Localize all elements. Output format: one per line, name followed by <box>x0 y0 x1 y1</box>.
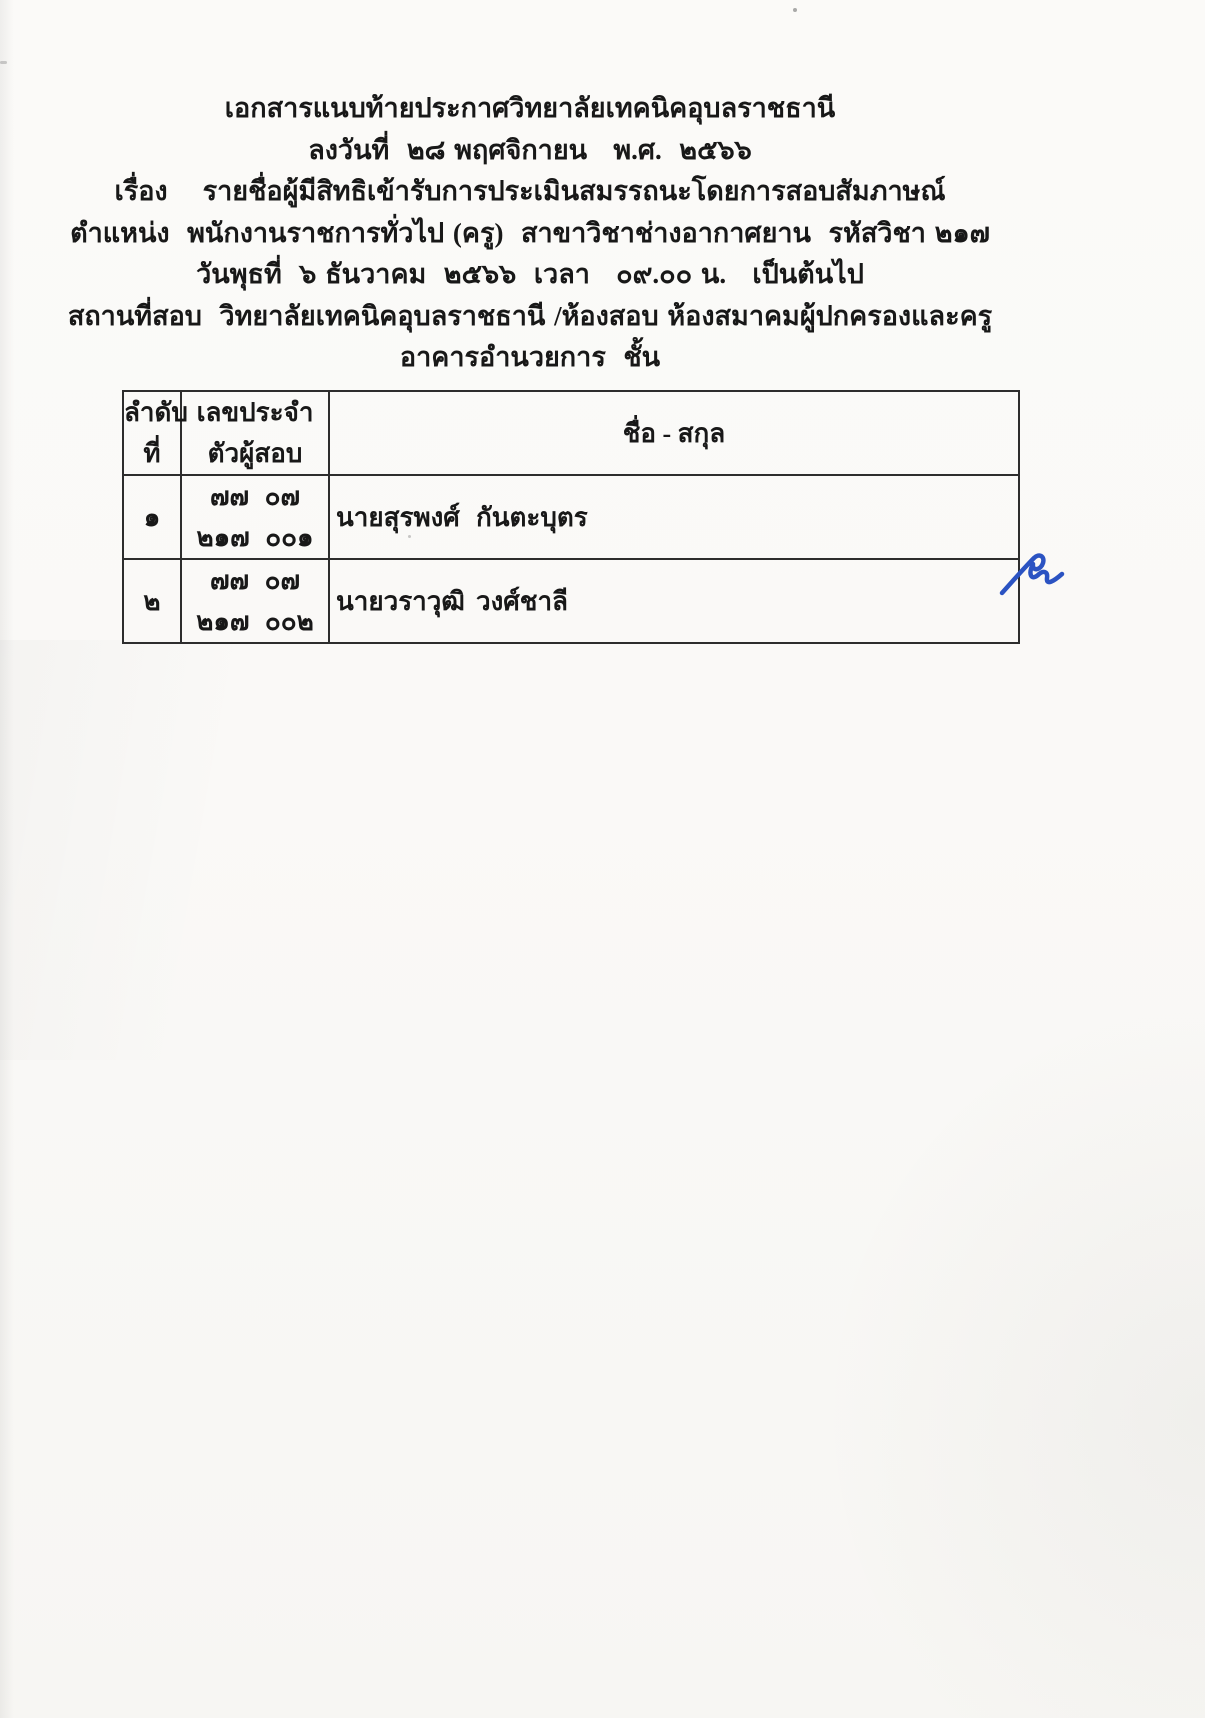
doc-venue-line: สถานที่สอบ วิทยาลัยเทคนิคอุบลราชธานี /ห้องสอบ ห้องสมาคมผู้ปกครองและครู อาคารอำนวยการ ชั้น <box>67 300 1010 372</box>
table-header-row <box>123 391 1019 475</box>
table-row <box>123 559 1019 643</box>
doc-exam-datetime-line: วันพุธที่ ๖ ธันวาคม ๒๕๖๖ เวลา ๐๙.๐๐ น. เป็นต้นไป <box>196 259 864 289</box>
first-name: นายสุรพงศ์ <box>336 502 460 532</box>
col-header-candidate-id: เลขประจำตัวผู้สอบ <box>181 391 329 475</box>
table-row <box>123 475 1019 559</box>
cell-candidate-id: ๗๗ ๐๗ ๒๑๗ ๐๐๑ <box>181 475 329 559</box>
scan-speck <box>0 61 7 64</box>
cell-no: ๒ <box>123 559 181 643</box>
paper-shading <box>785 958 1205 1718</box>
document-heading-block <box>60 88 1010 379</box>
doc-title: เอกสารแนบท้ายประกาศวิทยาลัยเทคนิคอุบลราชธานี <box>224 93 836 123</box>
cell-name <box>329 475 1019 559</box>
cell-candidate-id: ๗๗ ๐๗ ๒๑๗ ๐๐๒ <box>181 559 329 643</box>
col-header-name: ชื่อ - สกุล <box>329 391 1019 475</box>
cell-no: ๑ <box>123 475 181 559</box>
doc-date-line: ลงวันที่ ๒๘ พฤศจิกายน พ.ศ. ๒๕๖๖ <box>308 134 752 165</box>
cell-name <box>329 559 1019 643</box>
scan-speck <box>793 8 797 12</box>
col-header-no: ลำดับที่ <box>123 391 181 475</box>
signature-mark <box>998 550 1066 596</box>
first-name: นายวราวุฒิ <box>336 586 465 616</box>
doc-subject-line: เรื่อง รายชื่อผู้มีสิทธิเข้ารับการประเมินสมรรถนะโดยการสอบสัมภาษณ์ <box>114 176 946 206</box>
candidates-table <box>122 390 1020 644</box>
doc-position-line: ตำแหน่ง พนักงานราชการทั่วไป (ครู) สาขาวิชาช่างอากาศยาน รหัสวิชา ๒๑๗ <box>70 217 990 248</box>
last-name: วงศ์ชาลี <box>476 586 568 616</box>
scan-speck <box>408 535 411 538</box>
last-name: กันตะบุตร <box>476 502 588 532</box>
